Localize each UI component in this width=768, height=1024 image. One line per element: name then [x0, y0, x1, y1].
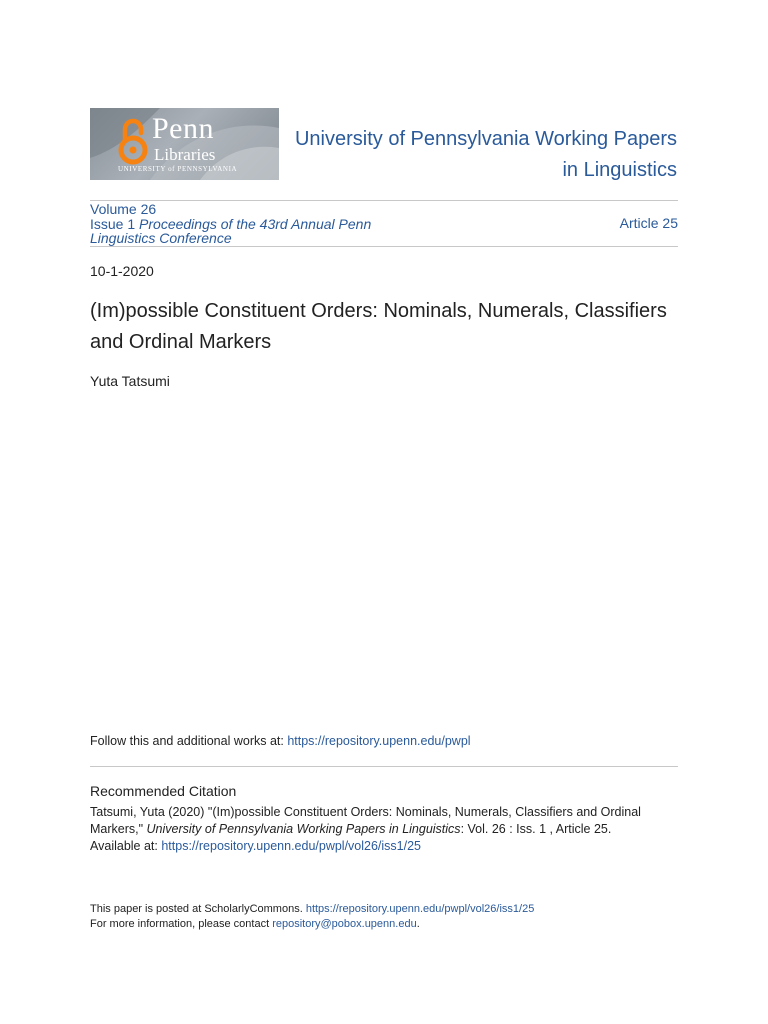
citation-start: Tatsumi, Yuta (2020) "(Im)possible Constituent Orders: Nominals, Numerals, Classifiers and Ordinal Markers,": [90, 805, 641, 836]
follow-text: Follow this and additional works at:: [90, 734, 288, 748]
volume-issue-block: [90, 202, 410, 246]
available-at-label: Available at:: [90, 839, 162, 853]
logo-libraries-text: Libraries: [154, 145, 216, 164]
journal-title-line1[interactable]: University of Pennsylvania Working Papers: [294, 128, 677, 150]
footer-contact-line: [90, 917, 690, 932]
penn-libraries-logo[interactable]: [90, 108, 279, 180]
footer-posted-link[interactable]: https://repository.upenn.edu/pwpl/vol26/iss1/25: [305, 903, 535, 915]
journal-title[interactable]: [277, 124, 677, 186]
contact-email-link[interactable]: repository@pobox.upenn.edu: [272, 917, 417, 930]
issue-divider: [90, 246, 678, 247]
article-number[interactable]: Article 25: [619, 215, 678, 231]
footer-posted-line: [90, 902, 690, 917]
follow-link[interactable]: https://repository.upenn.edu/pwpl: [287, 734, 471, 748]
journal-title-line2[interactable]: in Linguistics: [562, 159, 677, 181]
author-name: Yuta Tatsumi: [90, 373, 170, 389]
citation-journal: University of Pennsylvania Working Papers in Linguistics: [146, 822, 461, 836]
citation-end: : Vol. 26 : Iss. 1 , Article 25.: [460, 822, 612, 836]
logo-penn-text: Penn: [152, 112, 214, 145]
top-divider: [90, 200, 678, 201]
publication-date: 10-1-2020: [90, 263, 154, 279]
issue-title: Proceedings of the 43rd Annual Penn Linguistics Conference: [90, 215, 372, 246]
volume-link[interactable]: Volume 26: [90, 201, 157, 217]
issue-prefix: Issue 1: [90, 215, 136, 232]
footer-posted-text: This paper is posted at ScholarlyCommons.: [90, 903, 306, 915]
recommended-citation-heading: Recommended Citation: [90, 783, 237, 799]
open-access-lock-icon: [116, 118, 150, 166]
footer-contact-text: For more information, please contact: [90, 917, 273, 930]
logo-university-text: UNIVERSITY of PENNSYLVANIA: [118, 165, 238, 173]
citation-divider: [90, 766, 678, 767]
footer-contact-end: .: [416, 917, 420, 930]
follow-line: [90, 734, 471, 748]
footer: [90, 902, 690, 931]
paper-title: (Im)possible Constituent Orders: Nominals, Numerals, Classifiers and Ordinal Markers: [90, 300, 667, 353]
issue-link[interactable]: [90, 217, 410, 246]
citation-link[interactable]: https://repository.upenn.edu/pwpl/vol26/iss1/25: [161, 839, 422, 853]
citation-text: [90, 804, 690, 855]
